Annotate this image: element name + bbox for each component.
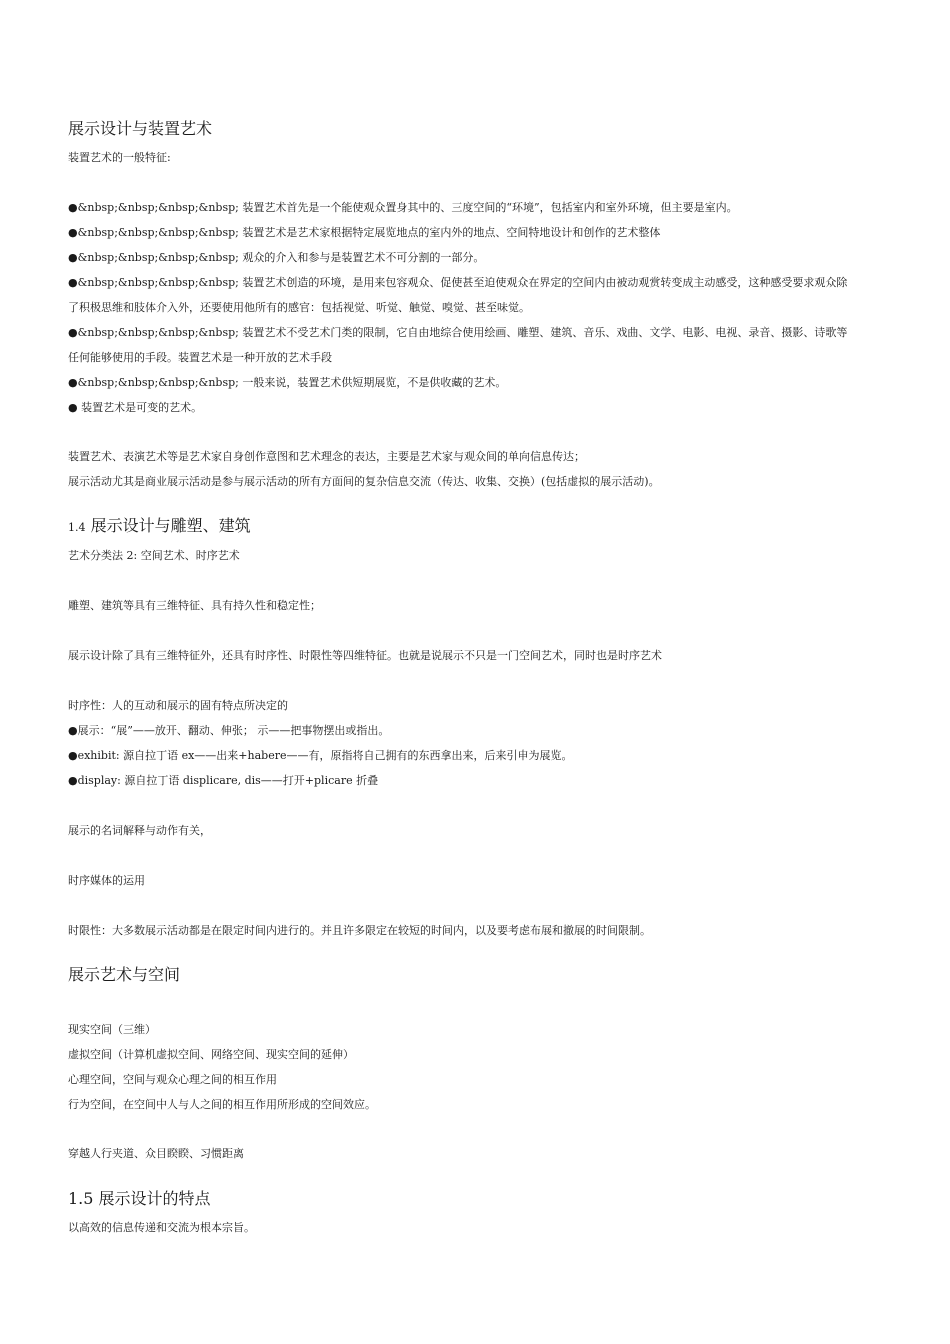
heading-exhibition-and-installation: 展示设计与装置艺术 [68, 119, 213, 138]
bullet-continuation: 了积极思维和肢体介入外，还要使用他所有的感官：包括视觉、听觉、触觉、嗅觉、甚至味觉。 [68, 301, 530, 314]
subtitle-installation-features: 装置艺术的一般特征: [68, 151, 171, 164]
list-item: 心理空间，空间与观众心理之间的相互作用 [68, 1073, 277, 1086]
bullet-line: ●&nbsp;&nbsp;&nbsp;&nbsp; 观众的介入和参与是装置艺术不可分割的一部分。 [68, 251, 485, 264]
bullet-line: ● 装置艺术是可变的艺术。 [68, 401, 203, 414]
list-item: 行为空间，在空间中人与人之间的相互作用所形成的空间效应。 [68, 1098, 376, 1111]
section-title: 展示设计与雕塑、建筑 [90, 516, 251, 535]
list-item: 虚拟空间（计算机虚拟空间、网络空间、现实空间的延伸） [68, 1048, 354, 1061]
list-item: 现实空间（三维） [68, 1023, 156, 1036]
text-line: 穿越人行夹道、众目睽睽、习惯距离 [68, 1147, 244, 1160]
text-line: 时序媒体的运用 [68, 874, 145, 887]
text-line: 雕塑、建筑等具有三维特征、具有持久性和稳定性； [68, 599, 321, 612]
heading-exhibition-and-space: 展示艺术与空间 [68, 965, 181, 984]
text-line: 展示的名词解释与动作有关， [68, 824, 211, 837]
heading-design-features: 1.5 展示设计的特点 [68, 1189, 211, 1208]
text-line: 时限性：大多数展示活动都是在限定时间内进行的。并且许多限定在较短的时间内，以及要考虑布展和撤展的时间限制。 [68, 924, 651, 937]
bullet-line: ●exhibit: 源自拉丁语 ex——出来+habere——有，原指将自己拥有的东西拿出来，后来引申为展览。 [68, 749, 573, 762]
text-line: 以高效的信息传递和交流为根本宗旨。 [68, 1221, 255, 1234]
text-line: 时序性：人的互动和展示的固有特点所决定的 [68, 699, 288, 712]
paragraph-exhibition-activity: 展示活动尤其是商业展示活动是参与展示活动的所有方面间的复杂信息交流（传达、收集、交换）(包括虚拟的展示活动)。 [68, 475, 660, 488]
bullet-continuation: 任何能够使用的手段。装置艺术是一种开放的艺术手段 [68, 351, 332, 364]
section-number: 1.4 [68, 521, 86, 534]
bullet-line: ●display: 源自拉丁语 displicare, dis——打开+plicare 折叠 [68, 774, 379, 787]
bullet-line: ●&nbsp;&nbsp;&nbsp;&nbsp; 装置艺术创造的环境，是用来包容观众、促使甚至迫使观众在界定的空间内由被动观赏转变成主动感受，这种感受要求观众除 [68, 276, 848, 289]
heading-sculpture-architecture [68, 516, 251, 538]
bullet-line: ●&nbsp;&nbsp;&nbsp;&nbsp; 装置艺术是艺术家根据特定展览地点的室内外的地点、空间特地设计和创作的艺术整体 [68, 226, 661, 239]
paragraph-installation-art: 装置艺术、表演艺术等是艺术家自身创作意图和艺术理念的表达，主要是艺术家与观众间的单向信息传达； [68, 450, 585, 463]
bullet-line: ●&nbsp;&nbsp;&nbsp;&nbsp; 装置艺术首先是一个能使观众置身其中的、三度空间的“环境”，包括室内和室外环境，但主要是室内。 [68, 201, 738, 214]
bullet-line: ●&nbsp;&nbsp;&nbsp;&nbsp; 一般来说，装置艺术供短期展览，不是供收藏的艺术。 [68, 376, 507, 389]
text-line: 展示设计除了具有三维特征外，还具有时序性、时限性等四维特征。也就是说展示不只是一门空间艺术，同时也是时序艺术 [68, 649, 662, 662]
bullet-line: ●展示：“展”——放开、翻动、伸张； 示——把事物摆出或指出。 [68, 724, 390, 737]
bullet-line: ●&nbsp;&nbsp;&nbsp;&nbsp; 装置艺术不受艺术门类的限制，它自由地综合使用绘画、雕塑、建筑、音乐、戏曲、文学、电影、电视、录音、摄影、诗歌等 [68, 326, 848, 339]
text-line: 艺术分类法 2: 空间艺术、时序艺术 [68, 549, 240, 562]
